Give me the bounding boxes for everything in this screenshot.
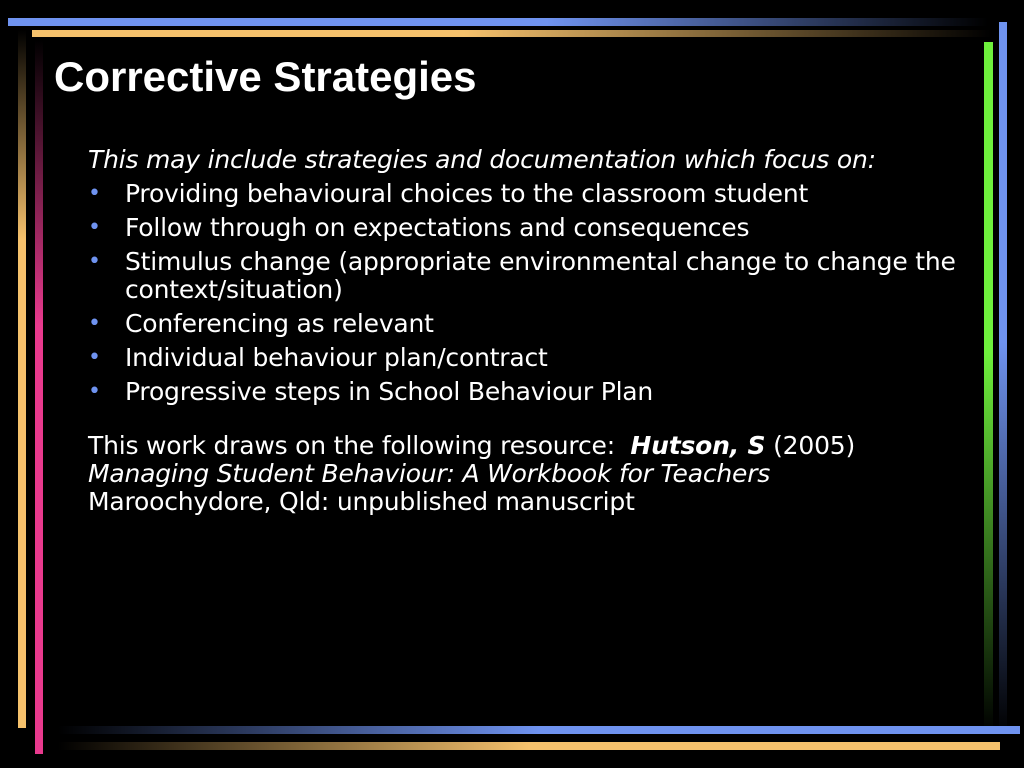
list-item-text: Follow through on expectations and consequences bbox=[125, 213, 750, 242]
bullet-icon: • bbox=[88, 215, 101, 240]
bottom-blue-bar bbox=[58, 726, 1020, 734]
bullet-icon: • bbox=[88, 311, 101, 336]
top-gold-bar bbox=[32, 30, 992, 37]
list-item bbox=[88, 310, 968, 338]
list-item bbox=[88, 378, 968, 406]
resource-year: (2005) bbox=[773, 431, 856, 460]
left-gold-bar bbox=[18, 30, 26, 728]
list-item bbox=[88, 214, 968, 242]
bullet-icon: • bbox=[88, 345, 101, 370]
bullet-icon: • bbox=[88, 379, 101, 404]
right-blue-bar bbox=[999, 22, 1007, 734]
list-item bbox=[88, 248, 968, 304]
right-green-bar bbox=[984, 42, 993, 732]
top-blue-bar bbox=[8, 18, 988, 26]
list-item bbox=[88, 180, 968, 208]
list-item-text: Providing behavioural choices to the classroom student bbox=[125, 179, 809, 208]
resource-publisher: Maroochydore, Qld: unpublished manuscript bbox=[88, 487, 635, 516]
bullet-icon: • bbox=[88, 249, 101, 274]
slide-title: Corrective Strategies bbox=[54, 53, 477, 100]
list-item-text: Stimulus change (appropriate environmental change to change the context/situation) bbox=[125, 247, 956, 304]
resource-lead: This work draws on the following resource: bbox=[88, 431, 615, 460]
bullet-icon: • bbox=[88, 181, 101, 206]
intro-text: This may include strategies and documentation which focus on: bbox=[88, 145, 876, 174]
list-item-text: Conferencing as relevant bbox=[125, 309, 434, 338]
bottom-gold-bar bbox=[58, 742, 1000, 750]
list-item-text: Individual behaviour plan/contract bbox=[125, 343, 548, 372]
slide-body bbox=[88, 146, 968, 516]
resource-citation bbox=[88, 432, 968, 516]
resource-book-title: Managing Student Behaviour: A Workbook for Teachers bbox=[88, 459, 771, 488]
list-item bbox=[88, 344, 968, 372]
list-item-text: Progressive steps in School Behaviour Plan bbox=[125, 377, 654, 406]
left-pink-bar bbox=[35, 40, 43, 754]
resource-author: Hutson, S bbox=[630, 431, 766, 460]
bullet-list bbox=[88, 180, 968, 406]
